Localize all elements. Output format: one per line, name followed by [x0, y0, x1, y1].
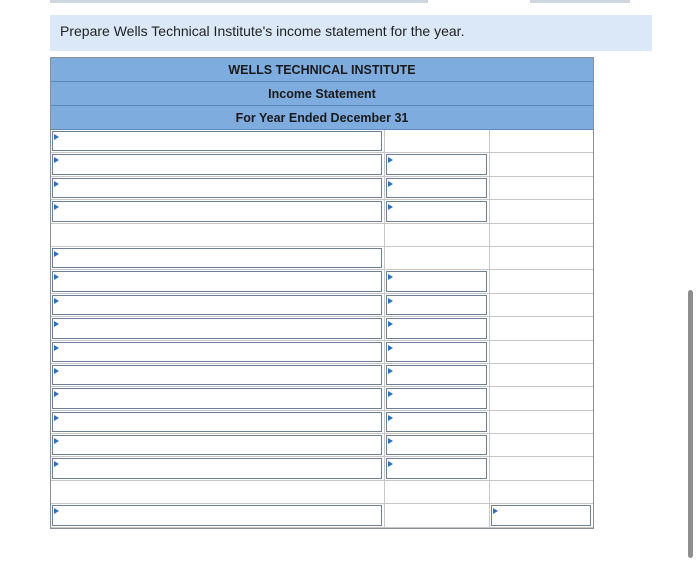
amount-cell[interactable]: [385, 177, 490, 200]
amount-cell[interactable]: [385, 457, 490, 480]
statement-row: [51, 177, 593, 200]
total-amount-cell: [490, 481, 593, 504]
company-name-header: WELLS TECHNICAL INSTITUTE: [51, 58, 593, 82]
dropdown-marker-icon: [388, 181, 393, 187]
dropdown-marker-icon: [388, 298, 393, 304]
total-amount-cell: [490, 130, 593, 153]
top-strip: [0, 0, 700, 4]
account-label-cell[interactable]: [51, 130, 385, 153]
amount-cell: [385, 130, 490, 153]
dropdown-marker-icon: [54, 181, 59, 187]
amount-input[interactable]: [386, 412, 487, 432]
total-amount-cell: [490, 270, 593, 293]
statement-row: [51, 434, 593, 457]
account-label-input[interactable]: [52, 505, 382, 525]
statement-title-header: Income Statement: [51, 82, 593, 106]
dropdown-marker-icon: [54, 298, 59, 304]
statement-row: [51, 270, 593, 293]
account-label-input[interactable]: [52, 318, 382, 338]
account-label-input[interactable]: [52, 412, 382, 432]
account-label-cell[interactable]: [51, 364, 385, 387]
account-label-input[interactable]: [52, 201, 382, 221]
statement-row: [51, 411, 593, 434]
account-label-cell: [51, 481, 385, 504]
total-amount-cell: [490, 434, 593, 457]
statement-row: [51, 153, 593, 176]
dropdown-marker-icon: [388, 438, 393, 444]
account-label-cell[interactable]: [51, 270, 385, 293]
amount-input[interactable]: [386, 295, 487, 315]
account-label-cell[interactable]: [51, 411, 385, 434]
dropdown-marker-icon: [54, 204, 59, 210]
amount-cell[interactable]: [385, 153, 490, 176]
total-amount-cell[interactable]: [490, 504, 593, 527]
amount-input[interactable]: [386, 458, 487, 478]
amount-cell: [385, 247, 490, 270]
amount-cell: [385, 224, 490, 247]
total-amount-cell: [490, 317, 593, 340]
amount-input[interactable]: [386, 318, 487, 338]
dropdown-marker-icon: [388, 345, 393, 351]
dropdown-marker-icon: [493, 508, 498, 514]
total-amount-cell: [490, 457, 593, 480]
account-label-cell[interactable]: [51, 504, 385, 527]
statement-row: [51, 364, 593, 387]
dropdown-marker-icon: [54, 391, 59, 397]
amount-cell[interactable]: [385, 200, 490, 223]
statement-period-header: For Year Ended December 31: [51, 106, 593, 130]
amount-cell[interactable]: [385, 434, 490, 457]
amount-cell: [385, 481, 490, 504]
account-label-cell[interactable]: [51, 387, 385, 410]
dropdown-marker-icon: [54, 345, 59, 351]
amount-input[interactable]: [386, 201, 487, 221]
account-label-input[interactable]: [52, 131, 382, 151]
amount-input[interactable]: [386, 342, 487, 362]
amount-input[interactable]: [386, 154, 487, 174]
dropdown-marker-icon: [54, 157, 59, 163]
amount-input[interactable]: [386, 435, 487, 455]
statement-row: [51, 247, 593, 270]
total-amount-cell: [490, 294, 593, 317]
amount-cell[interactable]: [385, 294, 490, 317]
account-label-cell[interactable]: [51, 177, 385, 200]
account-label-input[interactable]: [52, 248, 382, 268]
total-amount-cell: [490, 224, 593, 247]
amount-input[interactable]: [386, 178, 487, 198]
top-divider: [530, 0, 630, 3]
statement-row: [51, 130, 593, 153]
statement-row: [51, 504, 593, 527]
account-label-cell[interactable]: [51, 294, 385, 317]
dropdown-marker-icon: [54, 368, 59, 374]
total-amount-cell: [490, 364, 593, 387]
amount-cell[interactable]: [385, 411, 490, 434]
statement-row: [51, 317, 593, 340]
scrollbar[interactable]: [688, 290, 693, 558]
statement-row: [51, 224, 593, 247]
amount-cell: [385, 504, 490, 527]
total-amount-cell: [490, 387, 593, 410]
total-amount-cell: [490, 411, 593, 434]
account-label-input[interactable]: [52, 388, 382, 408]
income-statement-table: [50, 57, 594, 529]
dropdown-marker-icon: [388, 204, 393, 210]
amount-cell[interactable]: [385, 341, 490, 364]
statement-rows: [51, 130, 593, 528]
total-amount-cell: [490, 341, 593, 364]
account-label-cell[interactable]: [51, 153, 385, 176]
dropdown-marker-icon: [388, 391, 393, 397]
account-label-cell[interactable]: [51, 434, 385, 457]
total-amount-cell: [490, 200, 593, 223]
amount-input[interactable]: [386, 271, 487, 291]
dropdown-marker-icon: [54, 438, 59, 444]
dropdown-marker-icon: [54, 134, 59, 140]
dropdown-marker-icon: [388, 415, 393, 421]
account-label-input[interactable]: [52, 458, 382, 478]
amount-cell[interactable]: [385, 387, 490, 410]
amount-input[interactable]: [386, 365, 487, 385]
dropdown-marker-icon: [388, 368, 393, 374]
dropdown-marker-icon: [54, 274, 59, 280]
total-amount-input[interactable]: [491, 505, 591, 525]
statement-row: [51, 294, 593, 317]
statement-row: [51, 341, 593, 364]
account-label-cell: [51, 224, 385, 247]
total-amount-cell: [490, 177, 593, 200]
dropdown-marker-icon: [54, 508, 59, 514]
dropdown-marker-icon: [54, 461, 59, 467]
statement-row: [51, 457, 593, 480]
account-label-cell[interactable]: [51, 247, 385, 270]
dropdown-marker-icon: [388, 461, 393, 467]
dropdown-marker-icon: [54, 415, 59, 421]
dropdown-marker-icon: [388, 274, 393, 280]
instruction-text: Prepare Wells Technical Institute's income statement for the year.: [50, 15, 652, 51]
top-divider: [50, 0, 428, 3]
dropdown-marker-icon: [54, 251, 59, 257]
account-label-input[interactable]: [52, 178, 382, 198]
amount-cell[interactable]: [385, 270, 490, 293]
dropdown-marker-icon: [388, 157, 393, 163]
account-label-cell[interactable]: [51, 457, 385, 480]
statement-row: [51, 387, 593, 410]
account-label-input[interactable]: [52, 365, 382, 385]
account-label-cell[interactable]: [51, 341, 385, 364]
account-label-input[interactable]: [52, 271, 382, 291]
dropdown-marker-icon: [388, 321, 393, 327]
statement-row: [51, 200, 593, 223]
amount-cell[interactable]: [385, 317, 490, 340]
account-label-input[interactable]: [52, 295, 382, 315]
statement-row: [51, 481, 593, 504]
account-label-cell[interactable]: [51, 317, 385, 340]
account-label-cell[interactable]: [51, 200, 385, 223]
account-label-input[interactable]: [52, 154, 382, 174]
dropdown-marker-icon: [54, 321, 59, 327]
total-amount-cell: [490, 153, 593, 176]
amount-input[interactable]: [386, 388, 487, 408]
amount-cell[interactable]: [385, 364, 490, 387]
account-label-input[interactable]: [52, 342, 382, 362]
account-label-input[interactable]: [52, 435, 382, 455]
total-amount-cell: [490, 247, 593, 270]
